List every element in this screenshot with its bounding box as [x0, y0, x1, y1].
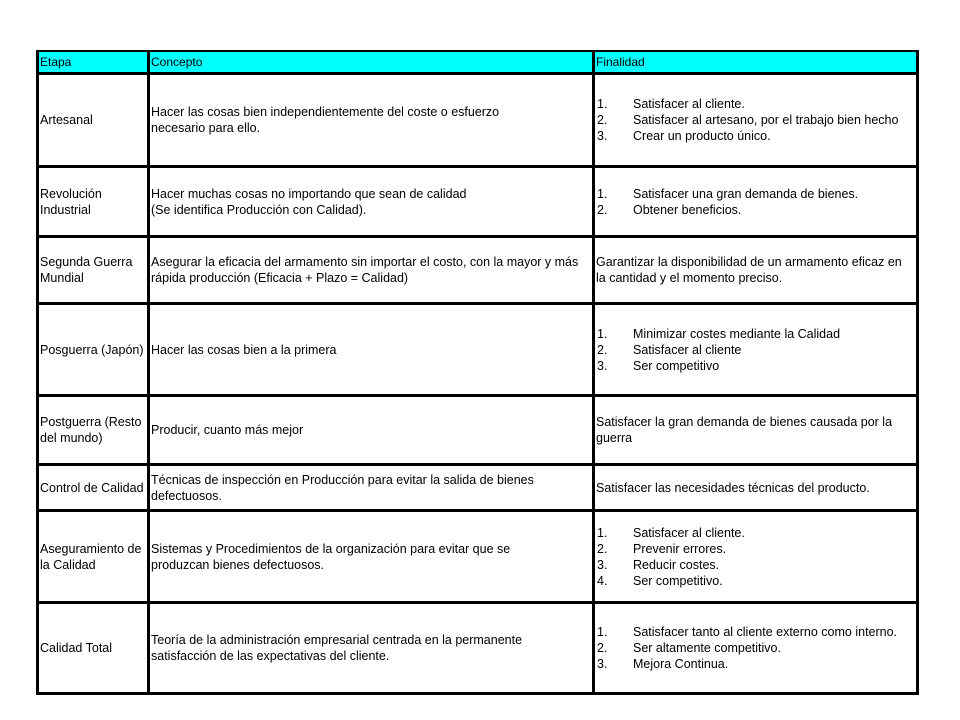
- table-row: [38, 167, 918, 237]
- concepto-cell: Hacer las cosas bien a la primera: [149, 304, 594, 396]
- etapa-cell: Aseguramiento de la Calidad: [38, 511, 149, 603]
- finalidad-list: [596, 186, 916, 218]
- finalidad-cell: [594, 304, 918, 396]
- etapa-cell: Segunda Guerra Mundial: [38, 237, 149, 304]
- table-row: [38, 603, 918, 694]
- list-item: 2. Obtener beneficios.: [597, 202, 742, 217]
- concepto-cell: Teoría de la administración empresarial centrada en la permanente satisfacción de las expectativas del cliente.: [149, 603, 594, 694]
- list-item: 2. Satisfacer al artesano, por el trabajo bien hecho: [597, 113, 899, 127]
- concepto-cell: Producir, cuanto más mejor: [149, 396, 594, 465]
- finalidad-list: [596, 525, 916, 589]
- finalidad-cell: Garantizar la disponibilidad de un armamento eficaz en la cantidad y el momento preciso.: [594, 237, 918, 304]
- etapa-cell: Revolución Industrial: [38, 167, 149, 237]
- etapa-cell: Control de Calidad: [38, 465, 149, 511]
- list-item: 3. Crear un producto único.: [597, 129, 771, 143]
- table-row: [38, 304, 918, 396]
- list-item: 3. Ser competitivo: [597, 358, 720, 373]
- list-item: 2. Ser altamente competitivo.: [597, 641, 781, 655]
- list-item: 2. Satisfacer al cliente: [597, 342, 742, 357]
- finalidad-list: [596, 96, 916, 144]
- list-item: 3. Mejora Continua.: [597, 657, 729, 671]
- etapa-cell: Calidad Total: [38, 603, 149, 694]
- table-row: [38, 465, 918, 511]
- finalidad-cell: [594, 511, 918, 603]
- concepto-cell: Hacer las cosas bien independientemente del coste o esfuerzo necesario para ello.: [149, 74, 594, 167]
- finalidad-cell: [594, 603, 918, 694]
- finalidad-cell: [594, 74, 918, 167]
- table-header-row: [38, 51, 918, 74]
- quality-evolution-table: [36, 50, 919, 695]
- list-item: 1. Satisfacer una gran demanda de bienes.: [597, 186, 859, 201]
- table-row: [38, 396, 918, 465]
- list-item: 2. Prevenir errores.: [597, 541, 727, 556]
- concepto-line: (Se identifica Producción con Calidad).: [151, 202, 367, 217]
- header-concepto: Concepto: [149, 51, 594, 74]
- concepto-cell: [149, 167, 594, 237]
- list-item: 1. Satisfacer tanto al cliente externo como interno.: [597, 625, 898, 639]
- etapa-cell: Postguerra (Resto del mundo): [38, 396, 149, 465]
- finalidad-cell: [594, 167, 918, 237]
- header-etapa: Etapa: [38, 51, 149, 74]
- list-item: 1. Satisfacer al cliente.: [597, 97, 745, 111]
- finalidad-list: [596, 326, 916, 374]
- etapa-cell: Posguerra (Japón): [38, 304, 149, 396]
- table-row: [38, 511, 918, 603]
- finalidad-list: [596, 624, 916, 672]
- list-item: 1. Satisfacer al cliente.: [597, 525, 745, 540]
- table-row: [38, 74, 918, 167]
- finalidad-cell: Satisfacer las necesidades técnicas del producto.: [594, 465, 918, 511]
- finalidad-cell: Satisfacer la gran demanda de bienes causada por la guerra: [594, 396, 918, 465]
- header-finalidad: Finalidad: [594, 51, 918, 74]
- list-item: 1. Minimizar costes mediante la Calidad: [597, 326, 841, 341]
- list-item: 4. Ser competitivo.: [597, 573, 723, 588]
- concepto-cell: Asegurar la eficacia del armamento sin importar el costo, con la mayor y más rápida producción (Eficacia + Plazo = Calidad): [149, 237, 594, 304]
- table-row: [38, 237, 918, 304]
- concepto-cell: Técnicas de inspección en Producción para evitar la salida de bienes defectuosos.: [149, 465, 594, 511]
- concepto-line: Hacer muchas cosas no importando que sean de calidad: [151, 186, 467, 201]
- list-item: 3. Reducir costes.: [597, 557, 720, 572]
- etapa-cell: Artesanal: [38, 74, 149, 167]
- concepto-cell: Sistemas y Procedimientos de la organización para evitar que se produzcan bienes defectuosos.: [149, 511, 594, 603]
